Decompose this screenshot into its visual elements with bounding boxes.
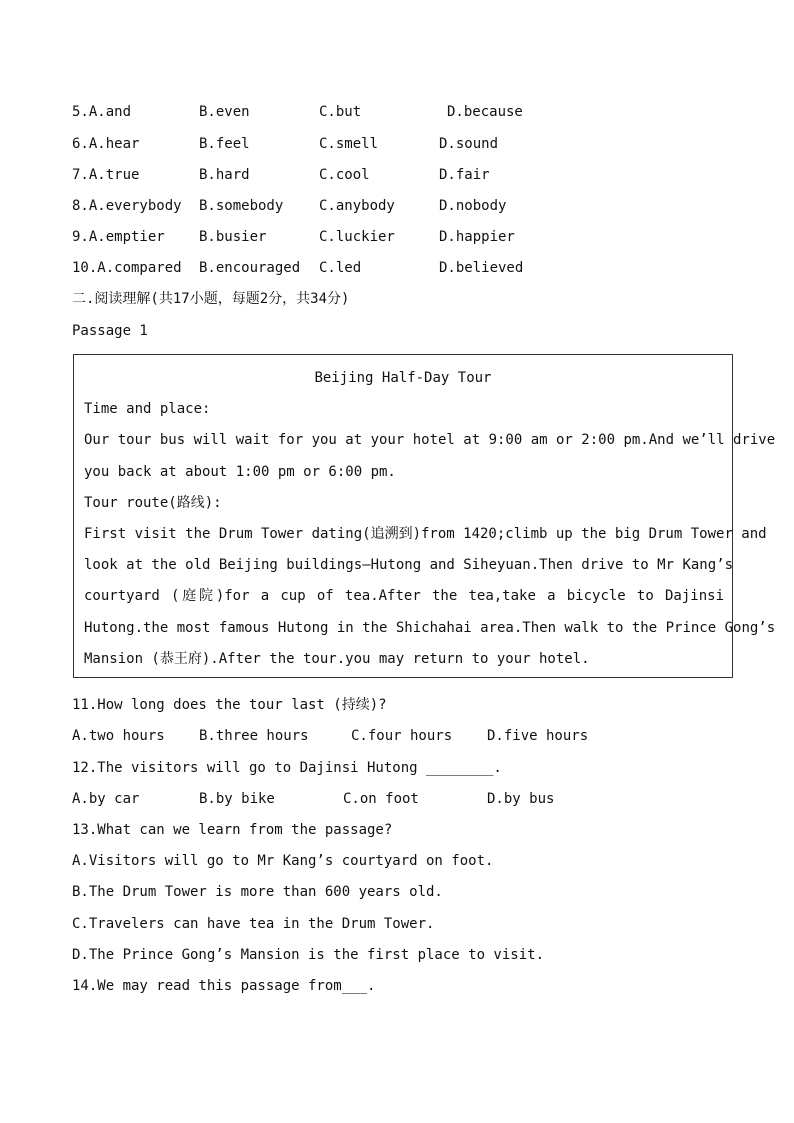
passage-title: Beijing Half-Day Tour [314, 370, 492, 386]
option-d: D.happier [439, 229, 515, 245]
option-d: D.fair [439, 167, 490, 183]
question-13-option-b: B.The Drum Tower is more than 600 years old. [72, 884, 443, 900]
option-c: C.four hours [351, 728, 453, 744]
option-b: B.busier [199, 229, 267, 245]
question-13-option-d: D.The Prince Gong’s Mansion is the first place to visit. [72, 947, 545, 963]
option-a: 6.A.hear [72, 136, 140, 152]
option-c: C.led [319, 260, 362, 276]
option-d: D.nobody [439, 198, 507, 214]
option-d: D.believed [439, 260, 524, 276]
option-c: C.cool [319, 167, 370, 183]
option-a: 7.A.true [72, 167, 140, 183]
option-a: A.by car [72, 791, 140, 807]
question-13-option-a: A.Visitors will go to Mr Kang’s courtyard on foot. [72, 853, 494, 869]
section-heading: 二.阅读理解(共17小题，每题2分，共34分) [72, 291, 350, 307]
option-c: C.smell [319, 136, 379, 152]
time-heading: Time and place: [84, 401, 211, 417]
option-a: A.two hours [72, 728, 165, 744]
route-line: look at the old Beijing buildings—Hutong and Siheyuan.Then drive to Mr Kang’s [84, 557, 734, 573]
option-b: B.by bike [199, 791, 275, 807]
passage-label: Passage 1 [72, 323, 148, 339]
question-14: 14.We may read this passage from___. [72, 978, 376, 994]
option-b: B.even [199, 104, 250, 120]
option-c: C.on foot [343, 791, 419, 807]
option-c: C.luckier [319, 229, 395, 245]
option-c: C.anybody [319, 198, 395, 214]
option-a: 9.A.emptier [72, 229, 165, 245]
option-b: B.hard [199, 167, 250, 183]
question-13: 13.What can we learn from the passage? [72, 822, 393, 838]
route-line: courtyard (庭院)for a cup of tea.After the tea,take a bicycle to Dajinsi [84, 588, 724, 604]
route-line: Mansion (恭王府).After the tour.you may return to your hotel. [84, 651, 590, 667]
question-13-option-c: C.Travelers can have tea in the Drum Tower. [72, 916, 435, 932]
option-d: D.sound [439, 136, 499, 152]
option-b: B.somebody [199, 198, 284, 214]
option-b: B.three hours [199, 728, 309, 744]
option-a: 8.A.everybody [72, 198, 182, 214]
option-b: B.feel [199, 136, 250, 152]
option-c: C.but [319, 104, 362, 120]
route-line: Hutong.the most famous Hutong in the Shichahai area.Then walk to the Prince Gong’s [84, 620, 776, 636]
question-12: 12.The visitors will go to Dajinsi Hutong ________. [72, 760, 502, 776]
time-line: Our tour bus will wait for you at your hotel at 9:00 am or 2:00 pm.And we’ll drive [84, 432, 776, 448]
route-line: First visit the Drum Tower dating(追溯到)from 1420;climb up the big Drum Tower and [84, 526, 767, 542]
option-d: D.by bus [487, 791, 555, 807]
option-d: D.because [447, 104, 523, 120]
option-b: B.encouraged [199, 260, 301, 276]
question-11: 11.How long does the tour last (持续)? [72, 697, 387, 713]
time-line: you back at about 1:00 pm or 6:00 pm. [84, 464, 396, 480]
option-d: D.five hours [487, 728, 589, 744]
option-a: 5.A.and [72, 104, 132, 120]
route-heading: Tour route(路线): [84, 495, 222, 511]
option-a: 10.A.compared [72, 260, 182, 276]
passage-box [73, 354, 776, 678]
